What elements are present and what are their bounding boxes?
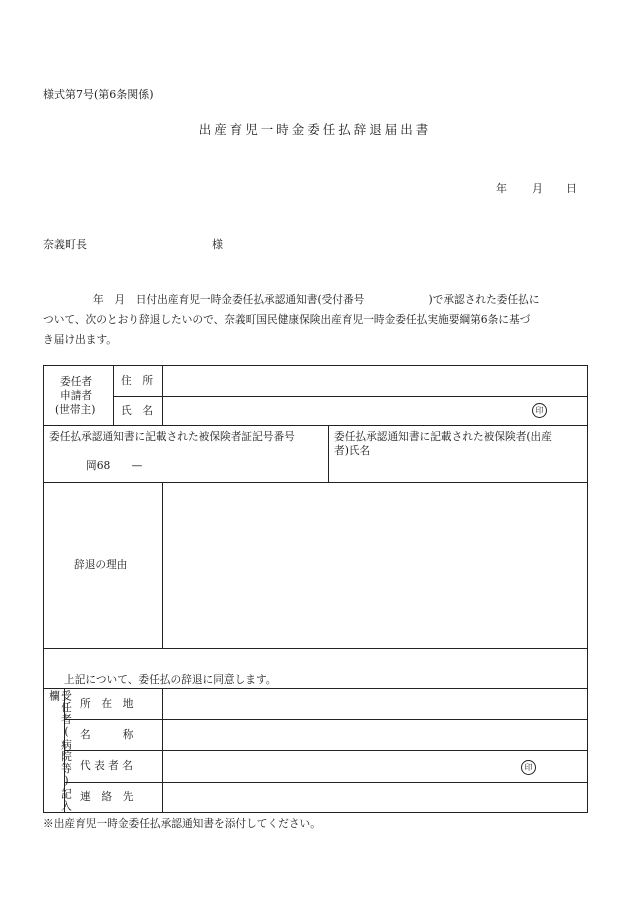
date-year-label: 年 [496, 182, 507, 195]
recipient-representative-field[interactable] [164, 752, 514, 780]
applicant-name-label: 氏 名 [121, 404, 154, 417]
body-line-2: ついて、次のとおり辞退したいので、奈義町国民健康保険出産育児一時金委任払実施要綱第6条に基づ [43, 313, 531, 326]
insured-number-value[interactable]: 岡68 — [86, 459, 143, 472]
reason-label: 辞退の理由 [74, 558, 128, 571]
applicant-name-field[interactable] [164, 398, 524, 424]
insured-name-label-line2: 者)氏名 [334, 444, 371, 457]
applicant-label-line3: (世帯主) [55, 403, 96, 416]
recipient-contact-label: 連 絡 先 [80, 790, 134, 803]
date-month-label: 月 [532, 182, 543, 195]
date-day-label: 日 [566, 182, 577, 195]
recipient-location-label: 所 在 地 [80, 697, 134, 710]
body-line-3: き届け出ます。 [43, 333, 117, 346]
insured-number-label: 委任払承認通知書に記載された被保険者証記号番号 [49, 430, 295, 443]
recipient-location-field[interactable] [164, 690, 586, 718]
form-number: 様式第7号(第6条関係) [43, 88, 154, 101]
body-paragraph [43, 290, 591, 350]
footnote: ※出産育児一時金委任払承認通知書を添付してください。 [43, 817, 321, 830]
recipient-name-field[interactable] [164, 721, 586, 749]
insured-name-label-line1: 委任払承認通知書に記載された被保険者(出産 [334, 430, 552, 443]
applicant-seal-icon: 印 [532, 403, 547, 418]
addressee-suffix: 様 [212, 238, 223, 251]
recipient-contact-field[interactable] [164, 784, 586, 812]
applicant-label-line1: 委任者 [60, 375, 93, 388]
reason-field[interactable] [164, 484, 586, 646]
recipient-seal-icon: 印 [521, 760, 536, 775]
consent-text: 上記について、委任払の辞退に同意します。 [64, 673, 277, 686]
applicant-label-line2: 申請者 [60, 389, 93, 402]
applicant-address-field[interactable] [164, 367, 586, 395]
applicant-address-label: 住 所 [121, 374, 154, 387]
recipient-representative-label: 代 表 者 名 [80, 759, 133, 772]
document-title: 出産育児一時金委任払辞退届出書 [198, 122, 432, 137]
body-line-1: 年 月 日付出産育児一時金委任払承認通知書(受付番号 )で承認された委任払に [93, 293, 540, 306]
recipient-side-label: 受任者(病院等)記入欄 [48, 690, 73, 812]
recipient-name-label: 名 称 [80, 728, 134, 741]
addressee-name: 奈義町長 [43, 238, 87, 251]
